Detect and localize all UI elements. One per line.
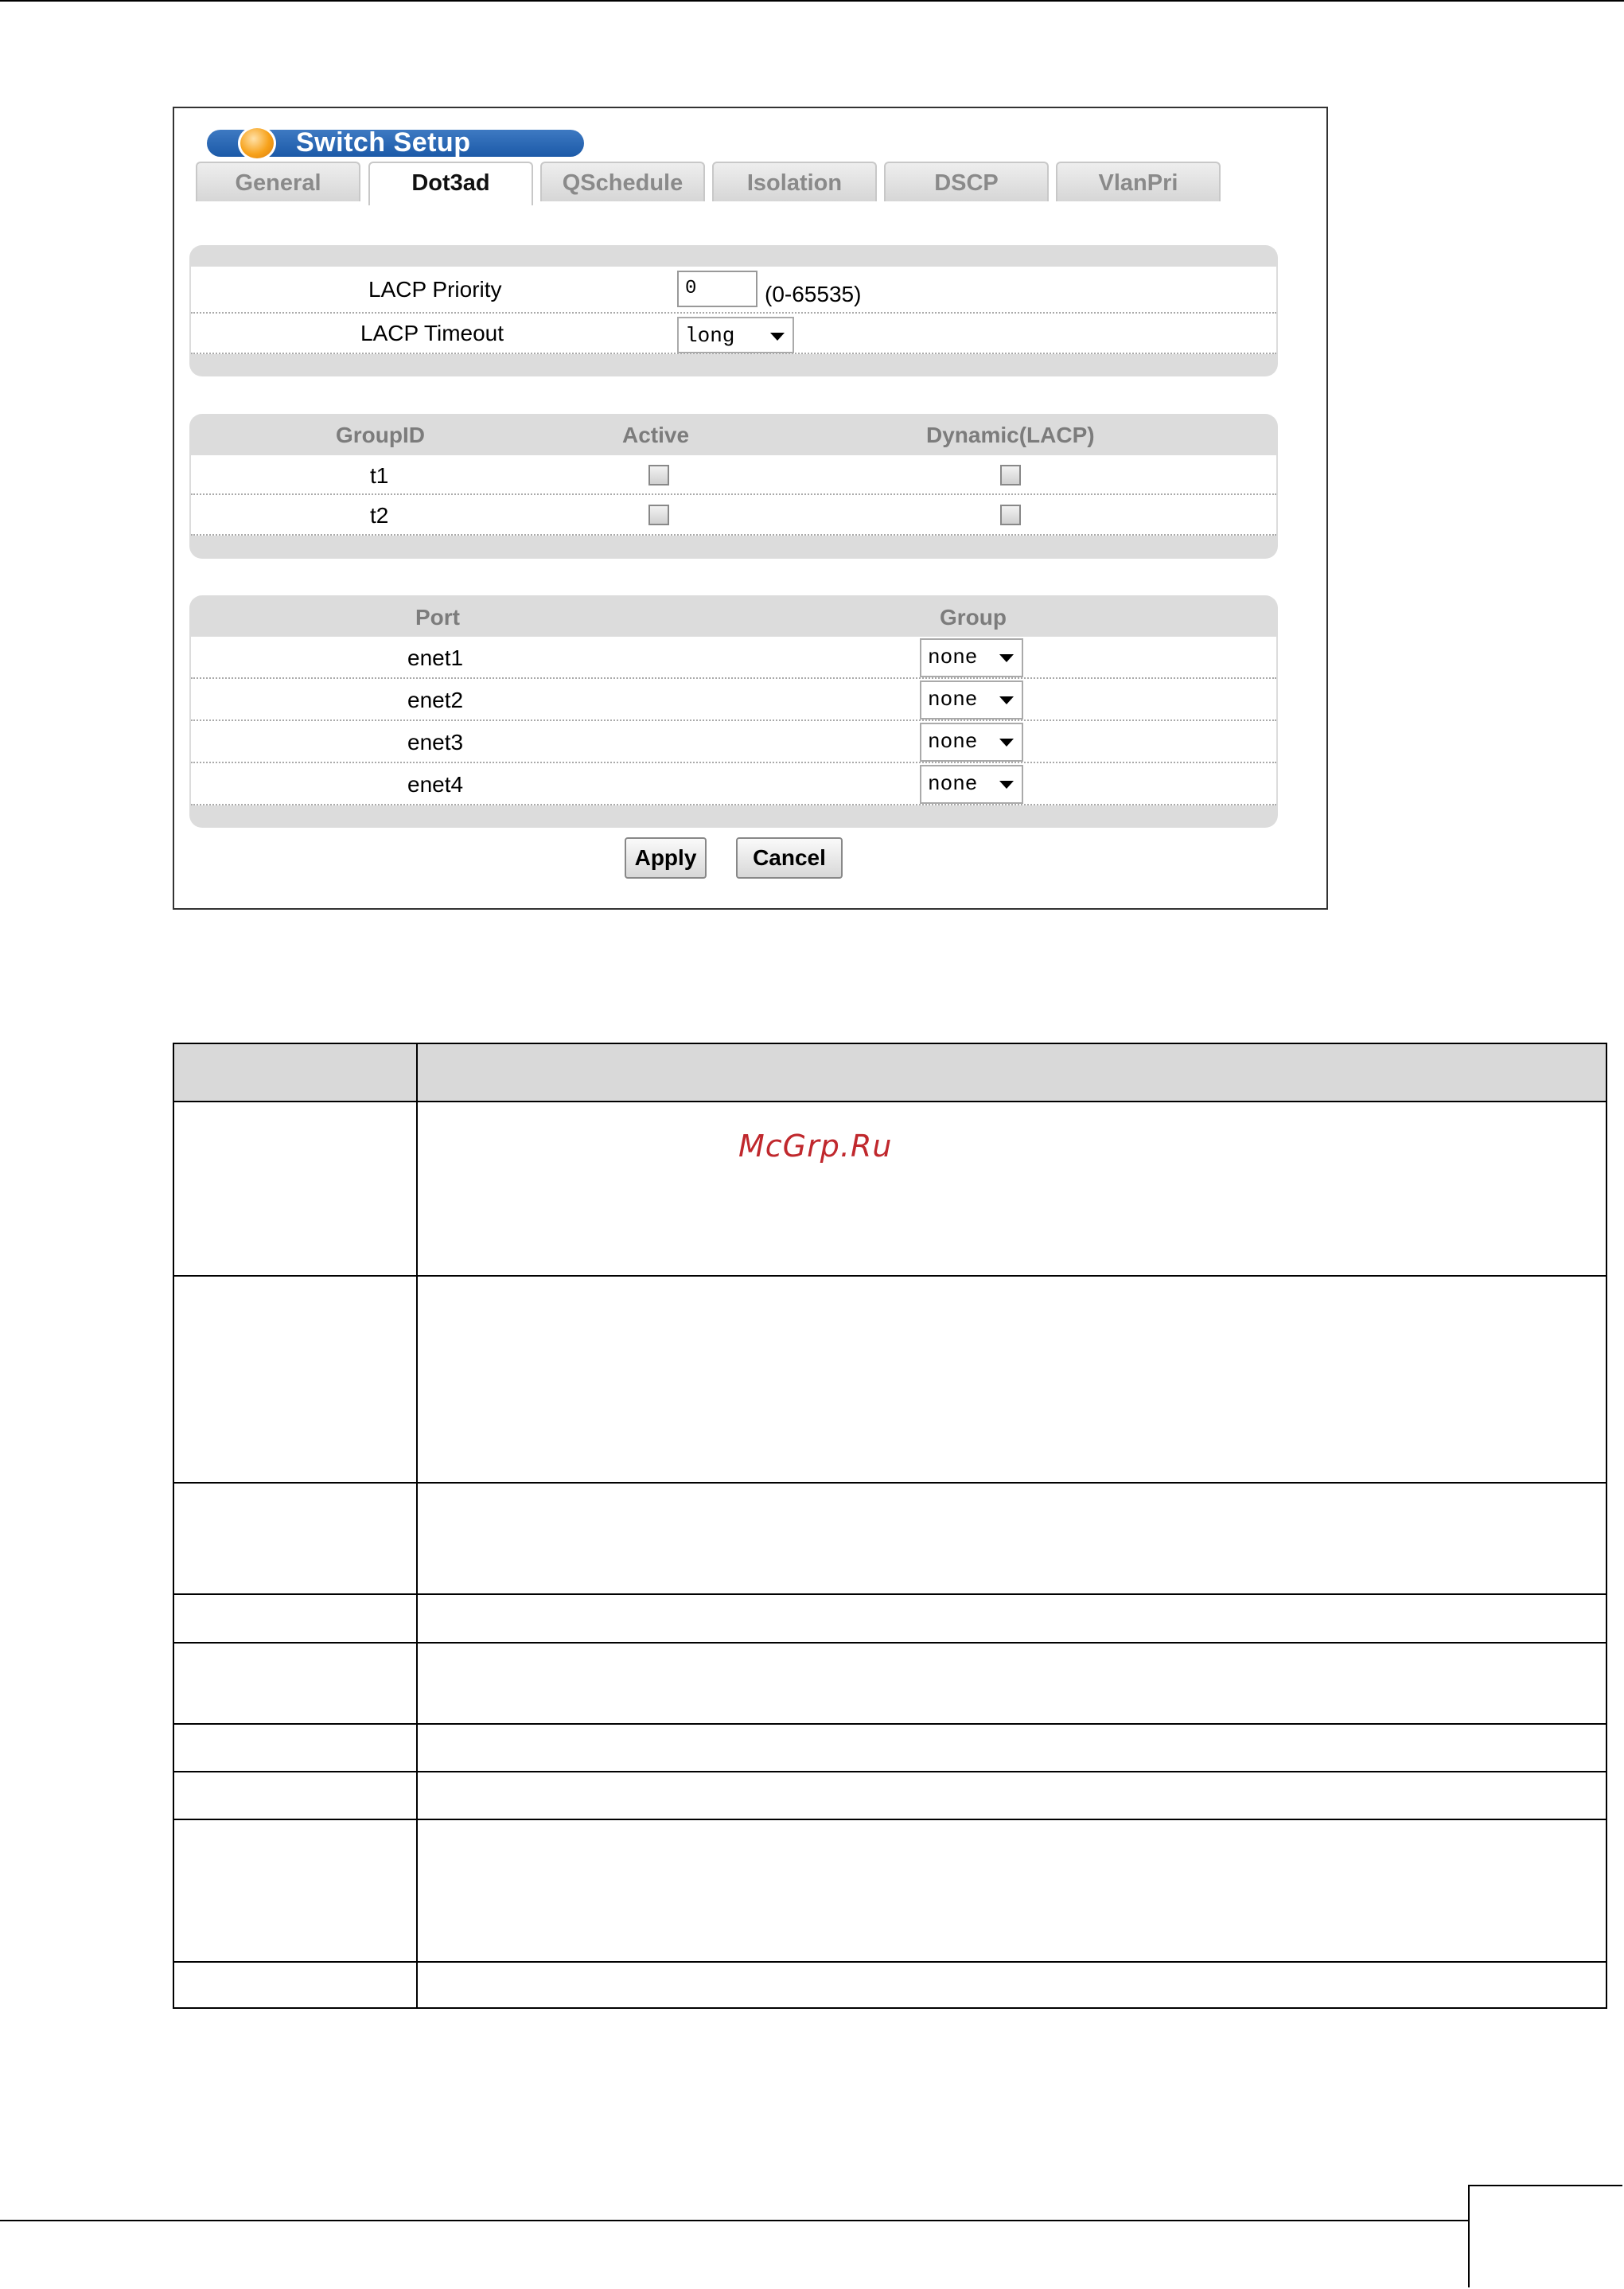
chevron-down-icon [999,696,1014,704]
group-select-enet1[interactable] [920,638,1023,677]
chevron-down-icon [999,654,1014,662]
group-id-t2: t2 [370,503,389,528]
tab-dscp[interactable]: DSCP [884,162,1049,201]
group-id-t1: t1 [370,463,389,488]
port-header-group: Group [940,605,1007,630]
chevron-down-icon [999,739,1014,747]
group-row [191,495,1276,536]
watermark: McGrp.Ru [738,1129,893,1164]
lacp-priority-input[interactable]: 0 [677,271,757,307]
dynamic-checkbox-t2[interactable] [1000,505,1021,525]
port-header-port: Port [415,605,460,630]
row-divider [174,1819,1606,1820]
chevron-down-icon [770,333,785,341]
chevron-down-icon [999,781,1014,789]
active-checkbox-t2[interactable] [648,505,669,525]
port-row [191,679,1276,721]
group-select-value: none [928,730,978,754]
row-divider [174,1723,1606,1725]
tab-isolation[interactable]: Isolation [712,162,877,201]
group-header-groupid: GroupID [336,423,425,447]
group-select-enet2[interactable] [920,680,1023,719]
dynamic-checkbox-t1[interactable] [1000,465,1021,485]
port-row [191,637,1276,679]
port-enet1: enet1 [407,645,464,670]
row-divider [174,1275,1606,1277]
group-select-enet4[interactable] [920,765,1023,804]
lacp-priority-label: LACP Priority [368,277,502,302]
group-select-enet3[interactable] [920,723,1023,762]
row-divider [174,1961,1606,1963]
tab-qschedule[interactable]: QSchedule [540,162,705,201]
lacp-timeout-select[interactable] [677,317,794,353]
row-divider [174,1593,1606,1595]
table-header [174,1044,1606,1102]
page-number-box [1468,2185,1622,2287]
row-divider [174,1771,1606,1772]
group-select-value: none [928,645,978,669]
row-divider [174,1482,1606,1484]
description-table [173,1043,1607,2009]
tab-dot3ad[interactable]: Dot3ad [368,162,533,205]
group-select-value: none [928,688,978,712]
lacp-timeout-label: LACP Timeout [360,321,504,345]
tab-vlanpri[interactable]: VlanPri [1056,162,1221,201]
group-row [191,455,1276,495]
page-title: Switch Setup [296,127,471,158]
port-enet4: enet4 [407,772,464,797]
group-header-active: Active [622,423,690,447]
port-enet3: enet3 [407,730,464,755]
group-header-dynamic: Dynamic(LACP) [926,423,1095,447]
port-row [191,763,1276,805]
top-rule [0,0,1624,2]
port-enet2: enet2 [407,688,464,712]
lacp-timeout-value: long [685,324,735,348]
cancel-button[interactable]: Cancel [736,837,843,879]
lacp-priority-range: (0-65535) [765,282,862,306]
bottom-rule [0,2220,1468,2221]
active-checkbox-t1[interactable] [648,465,669,485]
apply-button[interactable]: Apply [625,837,707,879]
tab-general[interactable]: General [196,162,360,201]
group-select-value: none [928,772,978,796]
row-divider [174,1642,1606,1644]
orb-icon [238,126,276,161]
port-row [191,721,1276,763]
column-divider [416,1044,418,2007]
